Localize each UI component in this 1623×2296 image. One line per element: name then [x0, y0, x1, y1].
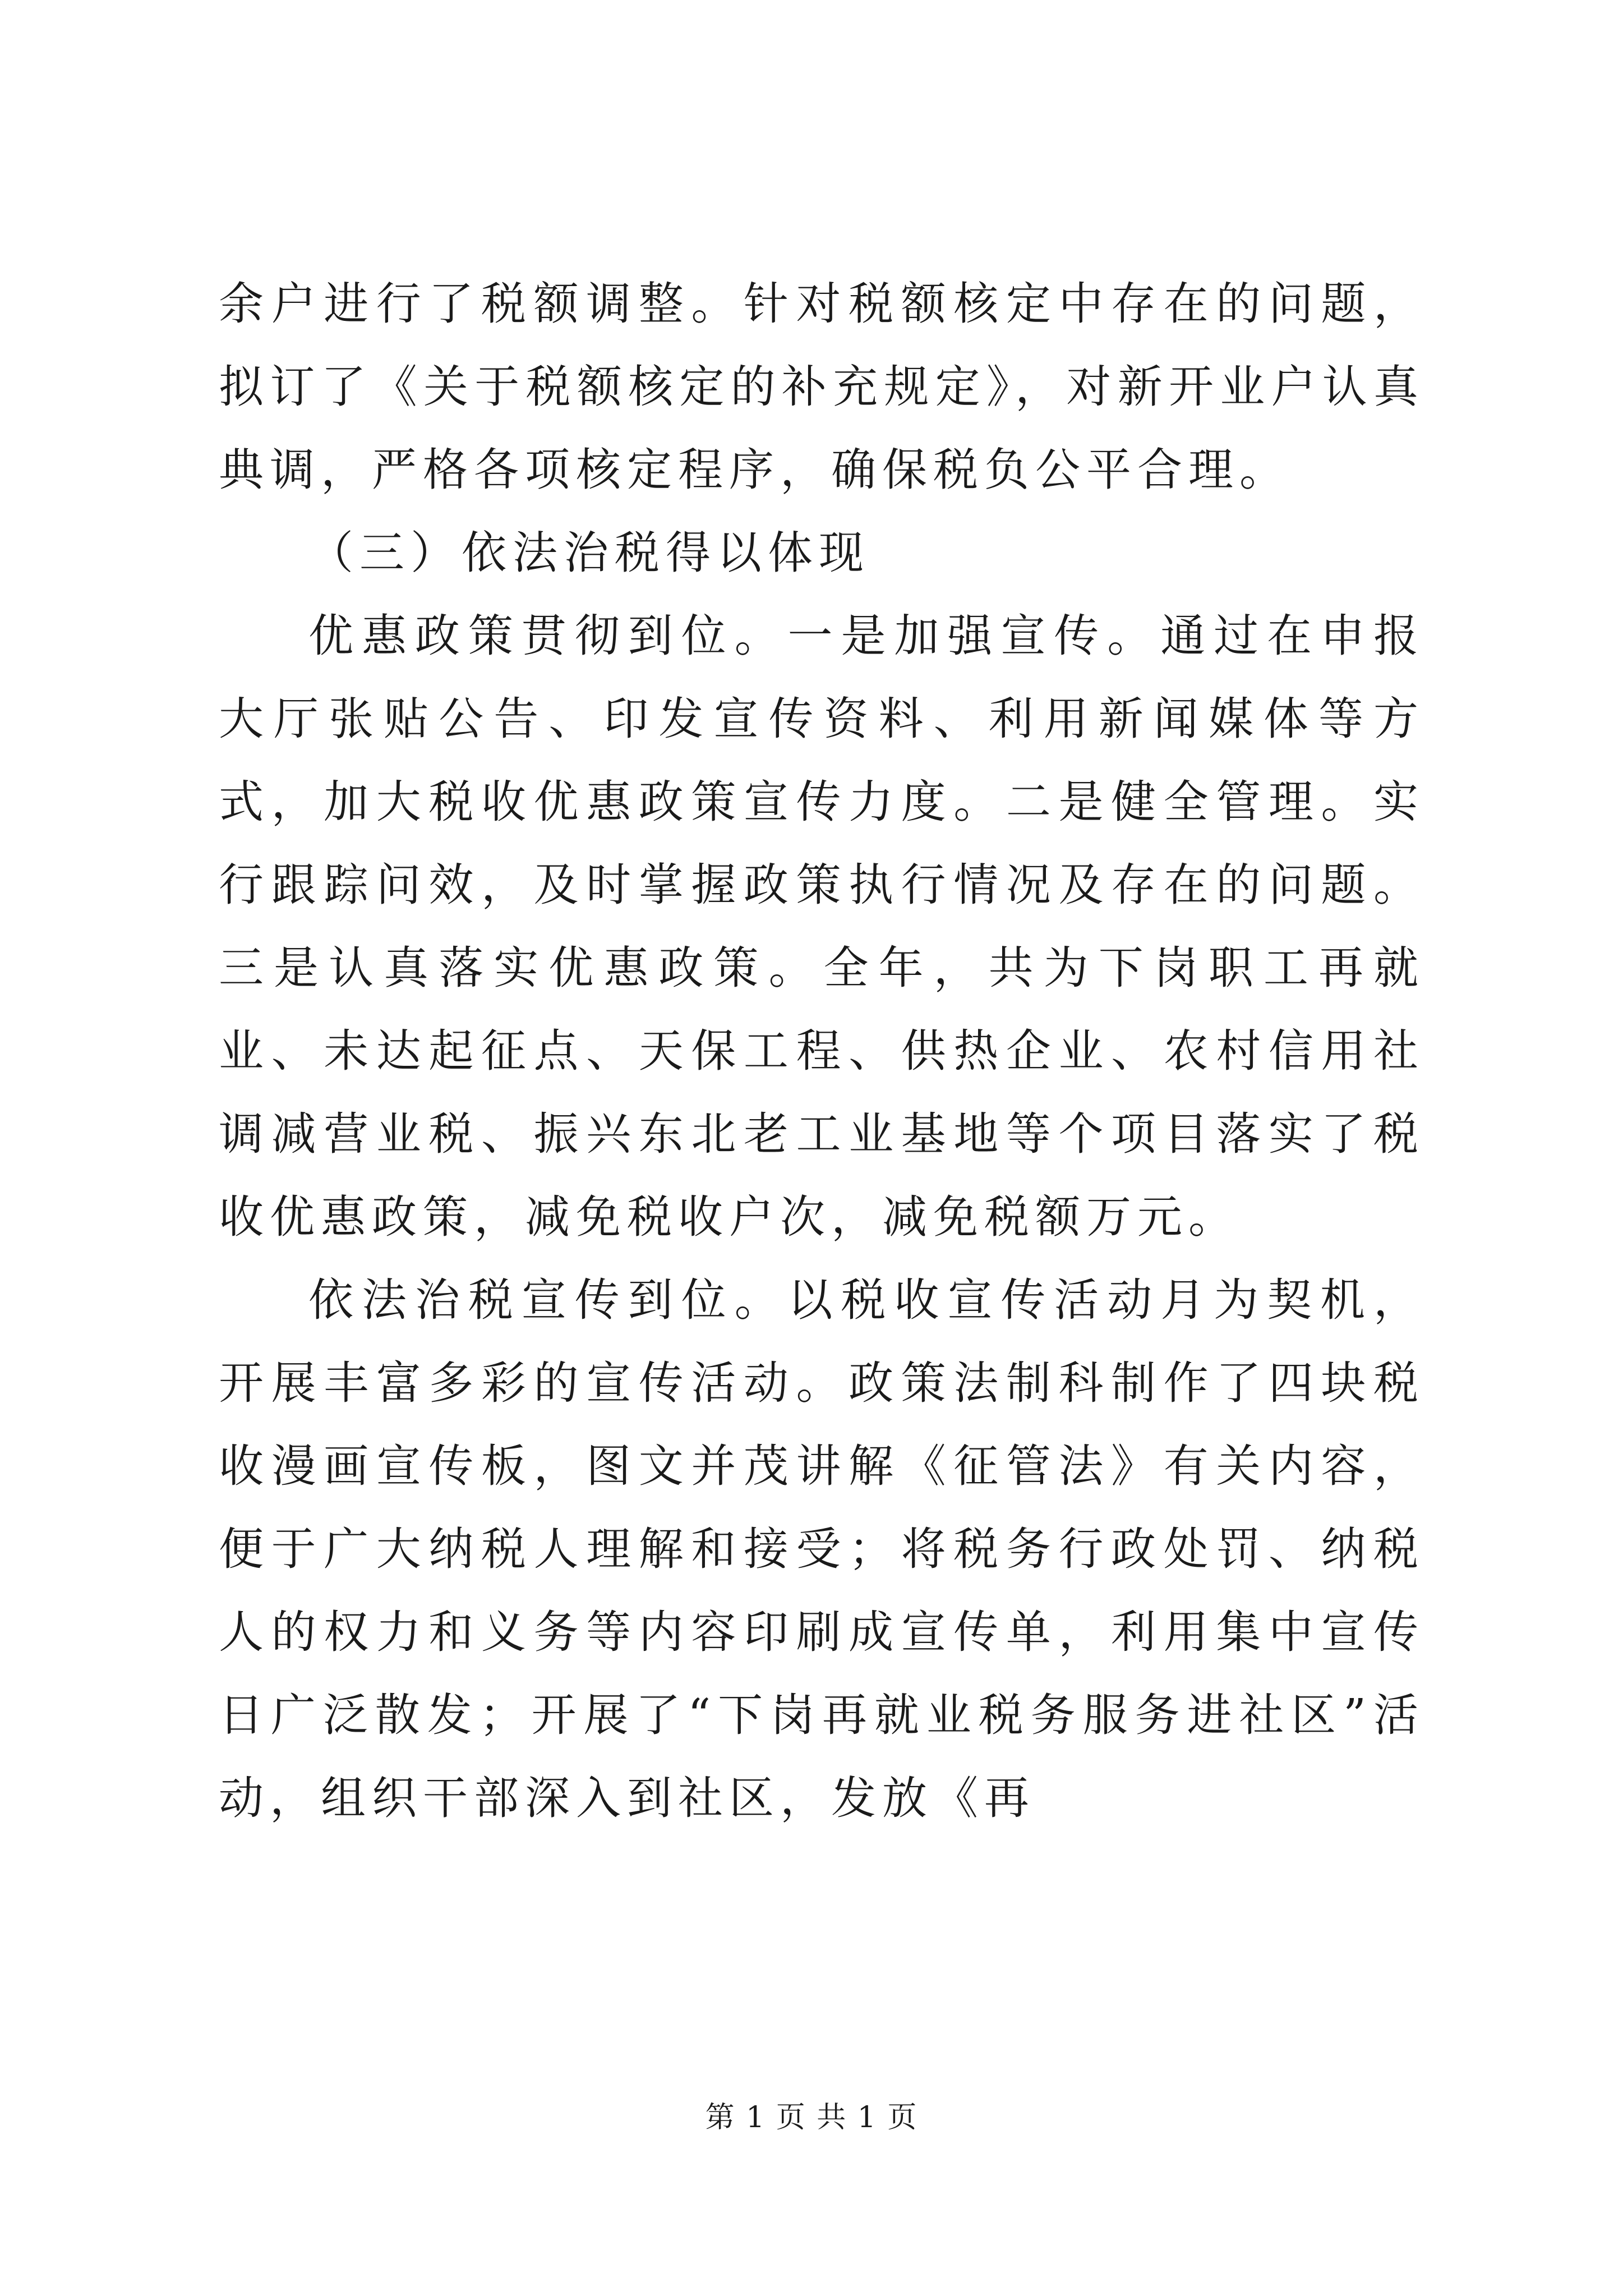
- section-heading: （三）依法治税得以体现: [308, 527, 870, 579]
- document-body: [219, 263, 1424, 1840]
- paragraph-preferential-policy: 优惠政策贯彻到位。一是加强宣传。通过在申报大厅张贴公告、印发宣传资料、利用新闻媒体等方式，加大税收优惠政策宣传力度。二是健全管理。实行跟踪问效，及时掌握政策执行情况及存在的问题。三是认真落实优惠政策。全年，共为下岗职工再就业、未达起征点、天保工程、供热企业、农村信用社调减营业税、振兴东北老工业基地等个项目落实了税收优惠政策，减免税收户次，减免税额万元。: [219, 610, 1424, 1243]
- paragraph-tax-publicity: 依法治税宣传到位。以税收宣传活动月为契机，开展丰富多彩的宣传活动。政策法制科制作了四块税收漫画宣传板，图文并茂讲解《征管法》有关内容，便于广大纳税人理解和接受；将税务行政处罚、纳税人的权力和义务等内容印刷成宣传单，利用集中宣传日广泛散发；开展了“下岗再就业税务服务进社区”活动，组织干部深入到社区，发放《再: [219, 1274, 1424, 1824]
- paragraph-continuation: 余户进行了税额调整。针对税额核定中存在的问题，拟订了《关于税额核定的补充规定》，对新开业户认真典调，严格各项核定程序，确保税负公平合理。: [219, 278, 1424, 496]
- page-footer: 第 1 页 共 1 页: [705, 2101, 918, 2134]
